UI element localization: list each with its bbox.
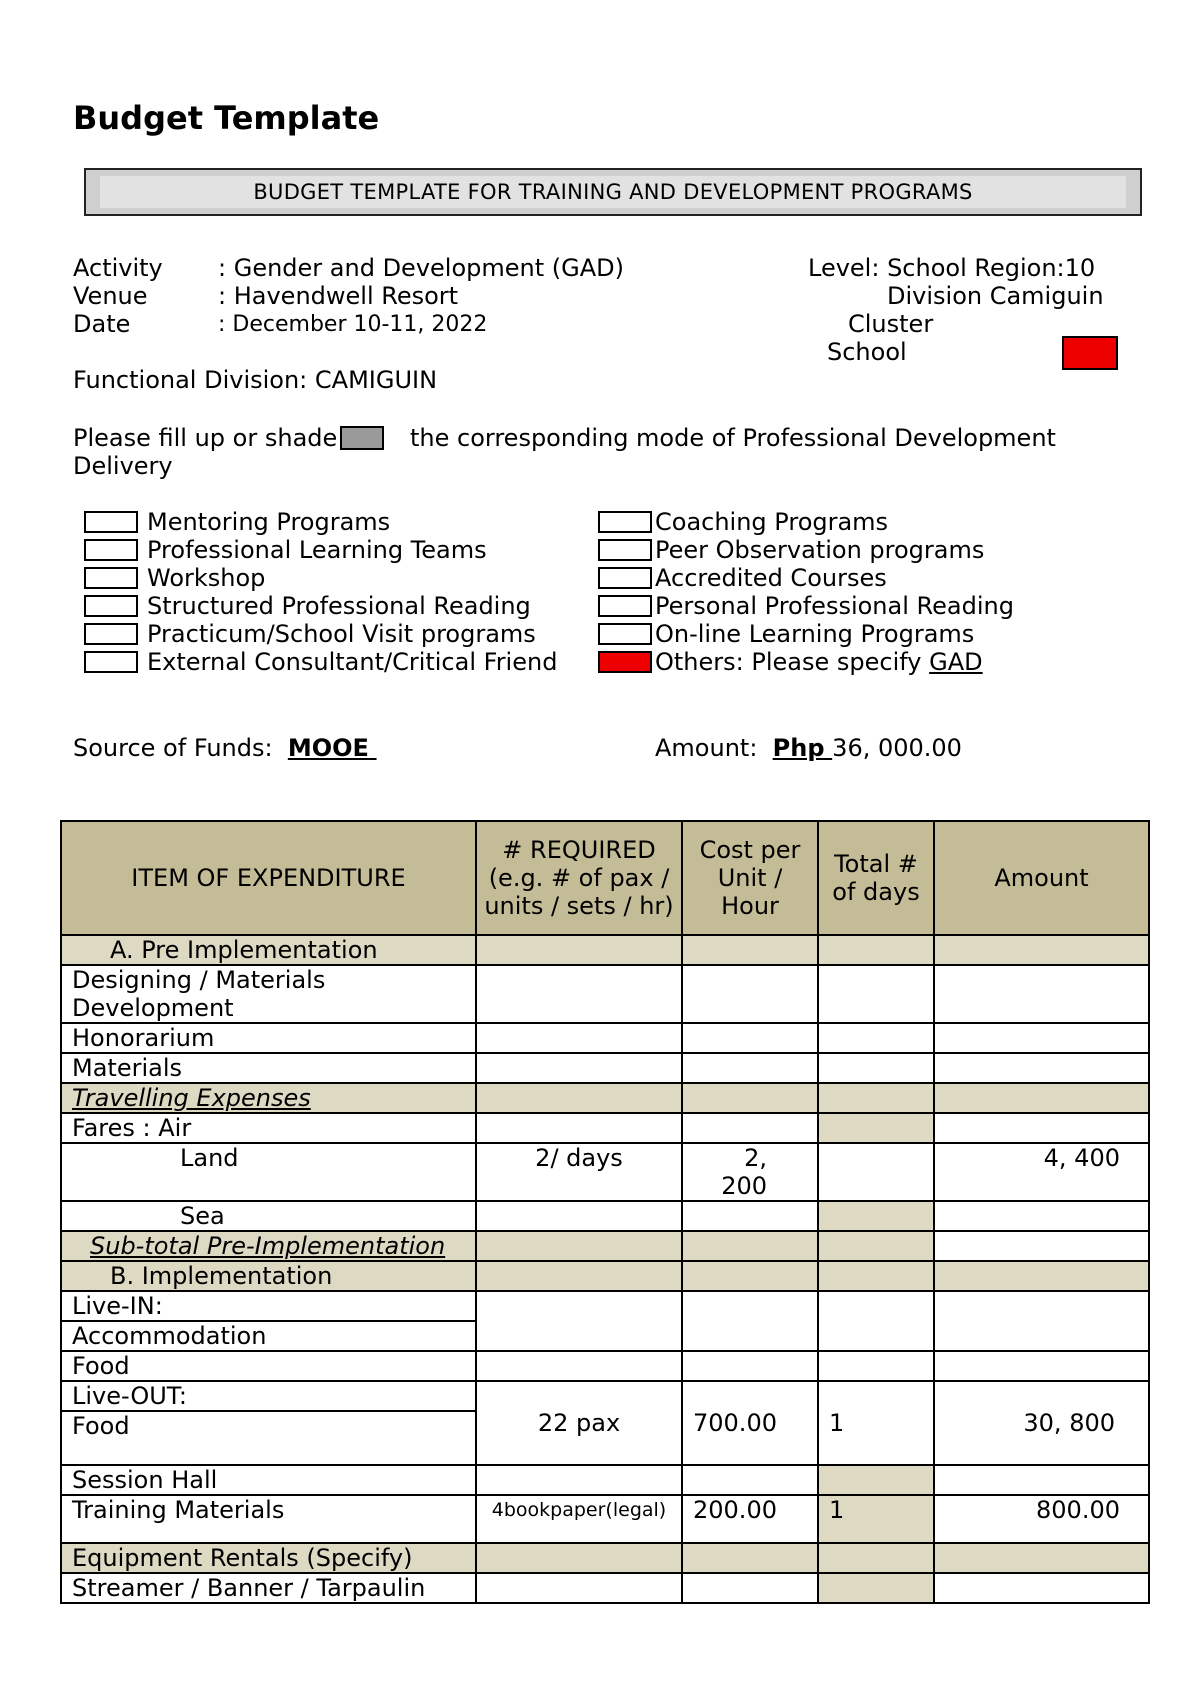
table-header-row — [61, 821, 1149, 935]
tm-required: 4bookpaper(legal) — [476, 1495, 682, 1543]
cluster-line: Cluster — [848, 310, 934, 338]
table-row — [61, 1113, 1149, 1143]
row-travelling-expenses: Travelling Expenses — [61, 1083, 476, 1113]
page-title: Budget Template — [73, 99, 380, 137]
source-of-funds — [73, 734, 377, 762]
amount-label: Amount: — [655, 734, 758, 762]
mode-label-others — [655, 648, 983, 676]
table-row — [61, 1543, 1149, 1573]
school-line: School — [827, 338, 907, 366]
mode-label-practicum: Practicum/School Visit programs — [147, 620, 536, 648]
mode-checkbox-accredited[interactable] — [598, 567, 652, 589]
row-training-materials: Training Materials — [61, 1495, 476, 1543]
row-subtotal-pre: Sub-total Pre-Implementation — [61, 1231, 476, 1261]
banner-text: BUDGET TEMPLATE FOR TRAINING AND DEVELOPMENT PROGRAMS — [100, 176, 1126, 208]
date-value: : December 10-11, 2022 — [218, 312, 488, 337]
row-equipment-rentals: Equipment Rentals (Specify) — [61, 1543, 476, 1573]
instruction-text-2: the corresponding mode of Professional Development — [410, 424, 1056, 452]
tm-amount: 800.00 — [934, 1495, 1149, 1543]
table-row — [61, 1231, 1149, 1261]
row-live-in: Live-IN: — [61, 1291, 476, 1321]
row-honorarium: Honorarium — [61, 1023, 476, 1053]
row-materials: Materials — [61, 1053, 476, 1083]
row-designing: Designing / Materials Development — [61, 965, 476, 1023]
row-session-hall: Session Hall — [61, 1465, 476, 1495]
others-specify-value: GAD — [929, 648, 983, 676]
tm-cost: 200.00 — [682, 1495, 818, 1543]
mode-checkbox-others[interactable] — [598, 651, 652, 673]
mode-label-structured-reading: Structured Professional Reading — [147, 592, 531, 620]
table-row — [61, 1143, 1149, 1201]
table-row — [61, 1201, 1149, 1231]
tm-days: 1 — [818, 1495, 934, 1543]
mode-checkbox-plt[interactable] — [84, 539, 138, 561]
row-fares-air: Fares : Air — [61, 1113, 476, 1143]
table-row — [61, 1573, 1149, 1603]
mode-checkbox-practicum[interactable] — [84, 623, 138, 645]
land-required: 2/ days — [476, 1143, 682, 1201]
table-row — [61, 1291, 1149, 1321]
row-streamer: Streamer / Banner / Tarpaulin — [61, 1573, 476, 1603]
table-row — [61, 1083, 1149, 1113]
table-row — [61, 1053, 1149, 1083]
amount-value: 36, 000.00 — [832, 734, 962, 762]
row-pre-implementation: A. Pre Implementation — [61, 935, 476, 965]
funds-amount — [655, 734, 962, 762]
date-label: Date — [73, 310, 131, 338]
expenditure-table — [60, 820, 1150, 1604]
food-days: 1 — [818, 1381, 934, 1465]
mode-checkbox-external[interactable] — [84, 651, 138, 673]
mode-label-personal-reading: Personal Professional Reading — [655, 592, 1014, 620]
functional-division: Functional Division: CAMIGUIN — [73, 366, 438, 394]
land-cost: 2, 200 — [721, 1144, 767, 1200]
others-label-text: Others: Please specify — [655, 648, 922, 676]
mode-label-online: On-line Learning Programs — [655, 620, 975, 648]
header-days: Total # of days — [818, 821, 934, 935]
mode-label-accredited: Accredited Courses — [655, 564, 887, 592]
mode-label-mentoring: Mentoring Programs — [147, 508, 391, 536]
table-row — [61, 965, 1149, 1023]
instruction-text-3: Delivery — [73, 452, 173, 480]
level-line: Level: School Region:10 — [808, 254, 1096, 282]
header-cost: Cost per Unit / Hour — [682, 821, 818, 935]
division-line: Division Camiguin — [887, 282, 1104, 310]
instruction-text-1: Please fill up or shade — [73, 424, 338, 452]
mode-label-coaching: Coaching Programs — [655, 508, 889, 536]
mode-label-plt: Professional Learning Teams — [147, 536, 487, 564]
row-sea: Sea — [61, 1201, 476, 1231]
table-row — [61, 935, 1149, 965]
row-food-live-in: Food — [61, 1351, 476, 1381]
mode-checkbox-online[interactable] — [598, 623, 652, 645]
mode-label-peer-observation: Peer Observation programs — [655, 536, 985, 564]
table-row — [61, 1351, 1149, 1381]
venue-label: Venue — [73, 282, 148, 310]
mode-checkbox-workshop[interactable] — [84, 567, 138, 589]
header-amount: Amount — [934, 821, 1149, 935]
school-level-shade-box[interactable] — [1062, 336, 1118, 370]
table-row — [61, 1495, 1149, 1543]
activity-value: : Gender and Development (GAD) — [218, 254, 624, 282]
row-land: Land — [61, 1143, 476, 1201]
shade-sample-box — [340, 426, 384, 450]
row-live-out: Live-OUT: — [61, 1381, 476, 1411]
source-label: Source of Funds: — [73, 734, 273, 762]
header-required: # REQUIRED (e.g. # of pax / units / sets / hr) — [476, 821, 682, 935]
header-item: ITEM OF EXPENDITURE — [61, 821, 476, 935]
land-amount: 4, 400 — [934, 1143, 1149, 1201]
activity-label: Activity — [73, 254, 163, 282]
venue-value: : Havendwell Resort — [218, 282, 459, 310]
mode-checkbox-structured-reading[interactable] — [84, 595, 138, 617]
row-food-live-out: Food — [61, 1411, 476, 1465]
table-row — [61, 1465, 1149, 1495]
table-row — [61, 1023, 1149, 1053]
mode-checkbox-personal-reading[interactable] — [598, 595, 652, 617]
row-accommodation: Accommodation — [61, 1321, 476, 1351]
food-required: 22 pax — [476, 1381, 682, 1465]
food-cost: 700.00 — [682, 1381, 818, 1465]
table-row — [61, 1261, 1149, 1291]
row-implementation: B. Implementation — [61, 1261, 476, 1291]
mode-checkbox-coaching[interactable] — [598, 511, 652, 533]
food-amount: 30, 800 — [1023, 1409, 1115, 1437]
mode-label-workshop: Workshop — [147, 564, 266, 592]
source-value: MOOE — [287, 734, 369, 762]
table-row — [61, 1381, 1149, 1411]
mode-label-external: External Consultant/Critical Friend — [147, 648, 558, 676]
mode-checkbox-peer-observation[interactable] — [598, 539, 652, 561]
amount-currency: Php — [772, 734, 825, 762]
template-banner — [84, 168, 1142, 216]
mode-checkbox-mentoring[interactable] — [84, 511, 138, 533]
